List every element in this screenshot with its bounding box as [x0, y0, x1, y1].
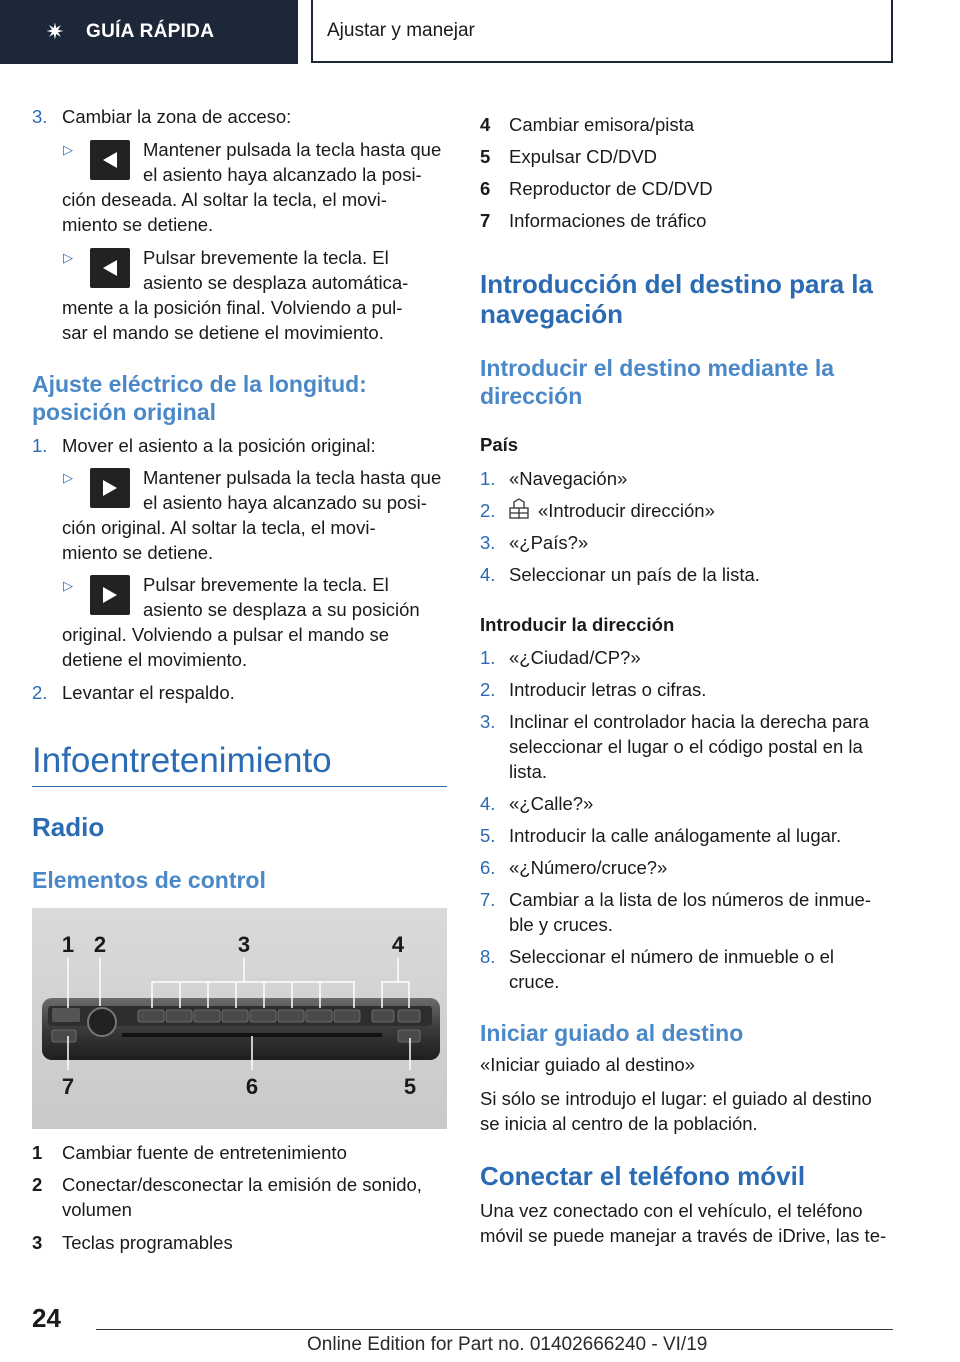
- step-number: 4.: [480, 564, 496, 585]
- chapter-tab: [311, 0, 893, 63]
- bullet-triangle-icon: ▷: [63, 250, 73, 265]
- legend-text: Reproductor de CD/DVD: [509, 178, 713, 199]
- instruction-line: sar el mando se detiene el movimiento.: [62, 322, 384, 343]
- legend-number: 6: [480, 178, 491, 199]
- bullet-triangle-icon: ▷: [63, 578, 73, 593]
- section-heading: Radio: [32, 812, 105, 842]
- step-number: 2.: [480, 679, 496, 700]
- legend-text: Informaciones de tráfico: [509, 210, 707, 231]
- subsection-heading: dirección: [480, 383, 583, 409]
- callout-label: 5: [403, 1074, 417, 1099]
- key-right-icon: [90, 468, 130, 508]
- step-text: «Navegación»: [509, 468, 628, 489]
- instruction-line: asiento se desplaza automática-: [143, 272, 409, 293]
- edition-note: Online Edition for Part no. 01402666240 - VI/19: [307, 1334, 708, 1355]
- step-number: 2.: [32, 682, 48, 703]
- callout-label: 7: [61, 1074, 75, 1099]
- step-text: Introducir letras o cifras.: [509, 679, 707, 700]
- step-text: «¿Calle?»: [509, 793, 594, 814]
- step-number: 1.: [480, 647, 496, 668]
- minor-heading: Introducir la dirección: [480, 614, 675, 635]
- instruction-line: Pulsar brevemente la tecla. El: [143, 247, 389, 268]
- page-number: 24: [32, 1303, 61, 1333]
- step-number: 3.: [480, 711, 496, 732]
- minor-heading: País: [480, 434, 519, 455]
- step-text: seleccionar el lugar o el código postal en la: [509, 736, 863, 757]
- chapter-heading: Infoentretenimiento: [32, 741, 332, 780]
- step-number: 5.: [480, 825, 496, 846]
- step-text: Introducir la calle análogamente al lugar.: [509, 825, 842, 846]
- step-text: «¿Número/cruce?»: [509, 857, 668, 878]
- step-number: 8.: [480, 946, 496, 967]
- step-number: 4.: [480, 793, 496, 814]
- paragraph-line: «Iniciar guiado al destino»: [480, 1054, 695, 1075]
- legend-text: Teclas programables: [62, 1232, 233, 1253]
- instruction-line: Mantener pulsada la tecla hasta que: [143, 139, 442, 160]
- callout-label: 6: [245, 1074, 259, 1099]
- step-text: Seleccionar un país de la lista.: [509, 564, 760, 585]
- paragraph-line: se inicia al centro de la población.: [480, 1113, 758, 1134]
- section-heading: navegación: [480, 299, 624, 329]
- bullet-triangle-icon: ▷: [63, 470, 73, 485]
- step-text: lista.: [509, 761, 548, 782]
- instruction-line: Pulsar brevemente la tecla. El: [143, 574, 389, 595]
- quick-guide-icon: ✷: [45, 19, 65, 44]
- radio-controls-photo: [32, 908, 447, 1129]
- callout-label: 4: [391, 932, 405, 957]
- step-number: 1.: [32, 435, 48, 456]
- step-text: Inclinar el controlador hacia la derecha para: [509, 711, 869, 732]
- step-text: «¿País?»: [509, 532, 589, 553]
- key-right-icon: [90, 575, 130, 615]
- instruction-line: mente a la posición final. Volviendo a pul-: [62, 297, 403, 318]
- section-heading: Conectar el teléfono móvil: [480, 1161, 806, 1191]
- step-number: 6.: [480, 857, 496, 878]
- step-text: ble y cruces.: [509, 914, 613, 935]
- instruction-line: asiento se desplaza a su posición: [143, 599, 420, 620]
- instruction-line: el asiento haya alcanzado su posi-: [143, 492, 427, 513]
- section-heading: Introducción del destino para la: [480, 269, 873, 299]
- instruction-line: el asiento haya alcanzado la posi-: [143, 164, 422, 185]
- section-tab: [0, 0, 298, 64]
- bullet-triangle-icon: ▷: [63, 142, 73, 157]
- instruction-line: Mantener pulsada la tecla hasta que: [143, 467, 442, 488]
- instruction-line: ción original. Al soltar la tecla, el movi-: [62, 517, 376, 538]
- instruction-line: original. Volviendo a pulsar el mando se: [62, 624, 390, 645]
- key-left-icon: [90, 140, 130, 180]
- subsection-heading: Introducir el destino mediante la: [480, 355, 835, 381]
- instruction-line: miento se detiene.: [62, 214, 214, 235]
- footer-rule: [96, 1329, 893, 1330]
- section-heading: posición original: [32, 399, 217, 425]
- legend-number: 3: [32, 1232, 43, 1253]
- step-text: «¿Ciudad/CP?»: [509, 647, 641, 668]
- step-number: 3.: [32, 106, 48, 127]
- step-text: «Introducir dirección»: [538, 500, 715, 521]
- instruction-line: miento se detiene.: [62, 542, 214, 563]
- step-number: 1.: [480, 468, 496, 489]
- section-title: GUÍA RÁPIDA: [86, 21, 215, 42]
- step-number: 3.: [480, 532, 496, 553]
- legend-text: volumen: [62, 1199, 132, 1220]
- step-text: Seleccionar el número de inmueble o el: [509, 946, 834, 967]
- subsection-heading: Elementos de control: [32, 867, 266, 893]
- step-text: Cambiar a la lista de los números de inmue-: [509, 889, 871, 910]
- legend-text: Conectar/desconectar la emisión de sonido,: [62, 1174, 422, 1195]
- chapter-title: Ajustar y manejar: [327, 19, 475, 41]
- callout-label: 1: [61, 932, 75, 957]
- step-number: 2.: [480, 500, 496, 521]
- legend-text: Cambiar emisora/pista: [509, 114, 695, 135]
- heading-rule: [32, 786, 447, 787]
- legend-number: 4: [480, 114, 491, 135]
- section-heading: Ajuste eléctrico de la longitud:: [32, 371, 367, 397]
- paragraph-line: móvil se puede manejar a través de iDrive, las te-: [480, 1225, 887, 1246]
- step-number: 7.: [480, 889, 496, 910]
- step-text: Cambiar la zona de acceso:: [62, 106, 292, 127]
- step-text: cruce.: [509, 971, 560, 992]
- paragraph-line: Si sólo se introdujo el lugar: el guiado al destino: [480, 1088, 872, 1109]
- callout-label: 2: [93, 932, 107, 957]
- instruction-line: detiene el movimiento.: [62, 649, 248, 670]
- step-text: Mover el asiento a la posición original:: [62, 435, 376, 456]
- instruction-line: ción deseada. Al soltar la tecla, el movi-: [62, 189, 387, 210]
- legend-number: 2: [32, 1174, 43, 1195]
- legend-number: 7: [480, 210, 491, 231]
- paragraph-line: Una vez conectado con el vehículo, el teléfono: [480, 1200, 863, 1221]
- callout-label: 3: [237, 932, 251, 957]
- legend-number: 1: [32, 1142, 43, 1163]
- navigation-address-icon: [508, 498, 530, 520]
- legend-text: Cambiar fuente de entretenimiento: [62, 1142, 347, 1163]
- legend-text: Expulsar CD/DVD: [509, 146, 658, 167]
- subsection-heading: Iniciar guiado al destino: [480, 1020, 744, 1046]
- step-text: Levantar el respaldo.: [62, 682, 235, 703]
- key-left-icon: [90, 248, 130, 288]
- legend-number: 5: [480, 146, 491, 167]
